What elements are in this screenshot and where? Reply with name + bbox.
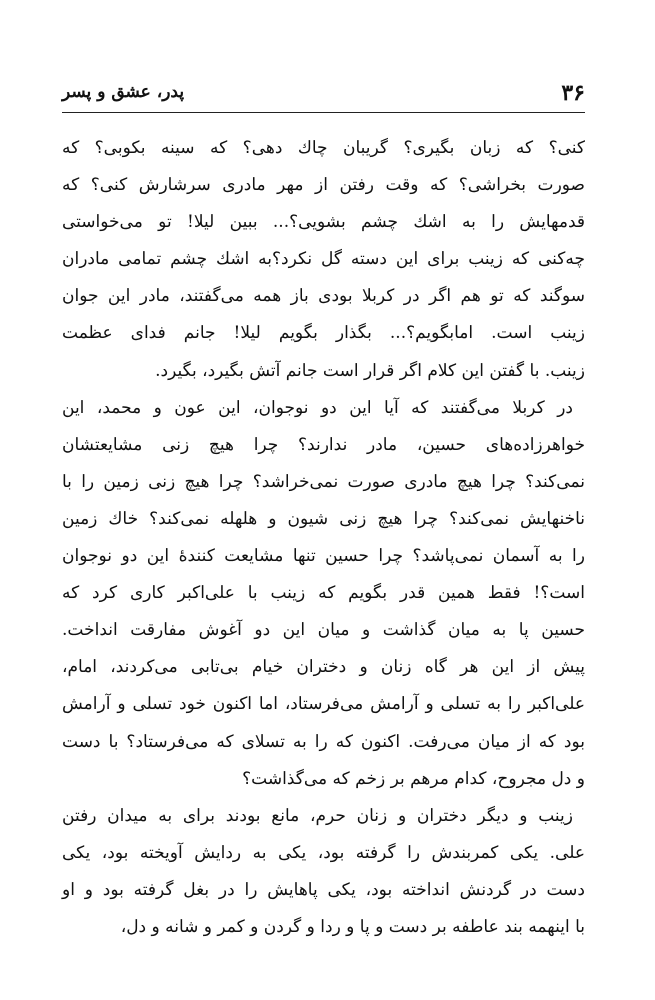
- text-line: است؟! فقط همین قدر بگویم که زینب با علی‌اکبر کاری کرد که: [62, 583, 585, 604]
- body-text: [62, 130, 585, 946]
- page-header: [62, 78, 585, 113]
- text-line: ناخنهایش نمی‌کند؟ چرا هیچ زنی شیون و هلهله نمی‌کند؟ خاك زمین: [62, 508, 586, 529]
- text-line: زینب. با گفتن این کلام اگر قرار است جانم آتش بگیرد، بگیرد.: [155, 360, 585, 381]
- text-line: زینب است. امابگویم؟... بگذار بگویم لیلا! جانم فدای عظمت: [62, 323, 585, 344]
- text-line: سوگند که تو هم اگر در کربلا بودی باز همه می‌گفتند، مادر این جوان: [62, 286, 585, 307]
- text-line: و دل مجروح، کدام مرهم بر زخم که می‌گذاشت؟: [242, 768, 585, 789]
- text-line: بود که از میان می‌رفت. اکنون که را به تسلای که می‌فرستاد؟ با دست: [62, 731, 585, 752]
- page-number: ۳۶: [561, 80, 585, 106]
- text-line: کنی؟ که زبان بگیری؟ گریبان چاك دهی؟ که سینه بکوبی؟ که: [62, 138, 585, 158]
- text-line: پیش از این هر گاه زنان و دختران خیام بی‌تابی می‌کردند، امام،: [62, 657, 585, 678]
- text-line: قدمهایش را به اشك چشم بشویی؟... ببین لیلا! تو می‌خواستی: [62, 212, 585, 233]
- text-line: علی‌اکبر را به تسلی و آرامش می‌فرستاد، اما اکنون خود تسلی و آرامش: [62, 694, 585, 715]
- text-line: حسین پا به میان گذاشت و میان این دو آغوش مفارقت انداخت.: [62, 620, 585, 641]
- text-line: نمی‌کند؟ چرا هیچ مادری صورت نمی‌خراشد؟ چرا هیچ زنی زمین را با: [62, 471, 585, 492]
- text-line: در کربلا می‌گفتند که آیا این دو نوجوان، این عون و محمد، این: [62, 397, 573, 418]
- text-line: چه‌کنی که زینب برای این دسته گل نکرد؟به اشك چشم تمامی مادران: [62, 249, 585, 270]
- text-line: علی. یکی کمربندش را گرفته بود، یکی به ردایش آویخته بود، یکی: [62, 842, 585, 863]
- text-line: صورت بخراشی؟ که وقت رفتن از مهر مادری سرشارش کنی؟ که: [62, 175, 585, 196]
- text-line: دست در گردنش انداخته بود، یکی پاهایش را در بغل گرفته بود و او: [62, 879, 585, 900]
- running-title: پدر، عشق و پسر: [62, 82, 185, 102]
- text-line: زینب و دیگر دختران و زنان حرم، مانع بودند برای به میدان رفتن: [62, 805, 573, 826]
- text-line: با اینهمه بند عاطفه بر دست و پا و ردا و گردن و کمر و شانه و دل،: [120, 916, 585, 937]
- text-line: خواهرزاده‌های حسین، مادر ندارند؟ چرا هیچ زنی مشایعتشان: [62, 434, 585, 455]
- text-line: را به آسمان نمی‌پاشد؟ چرا حسین تنها مشایعت کنندهٔ این دو نوجوان: [62, 546, 585, 567]
